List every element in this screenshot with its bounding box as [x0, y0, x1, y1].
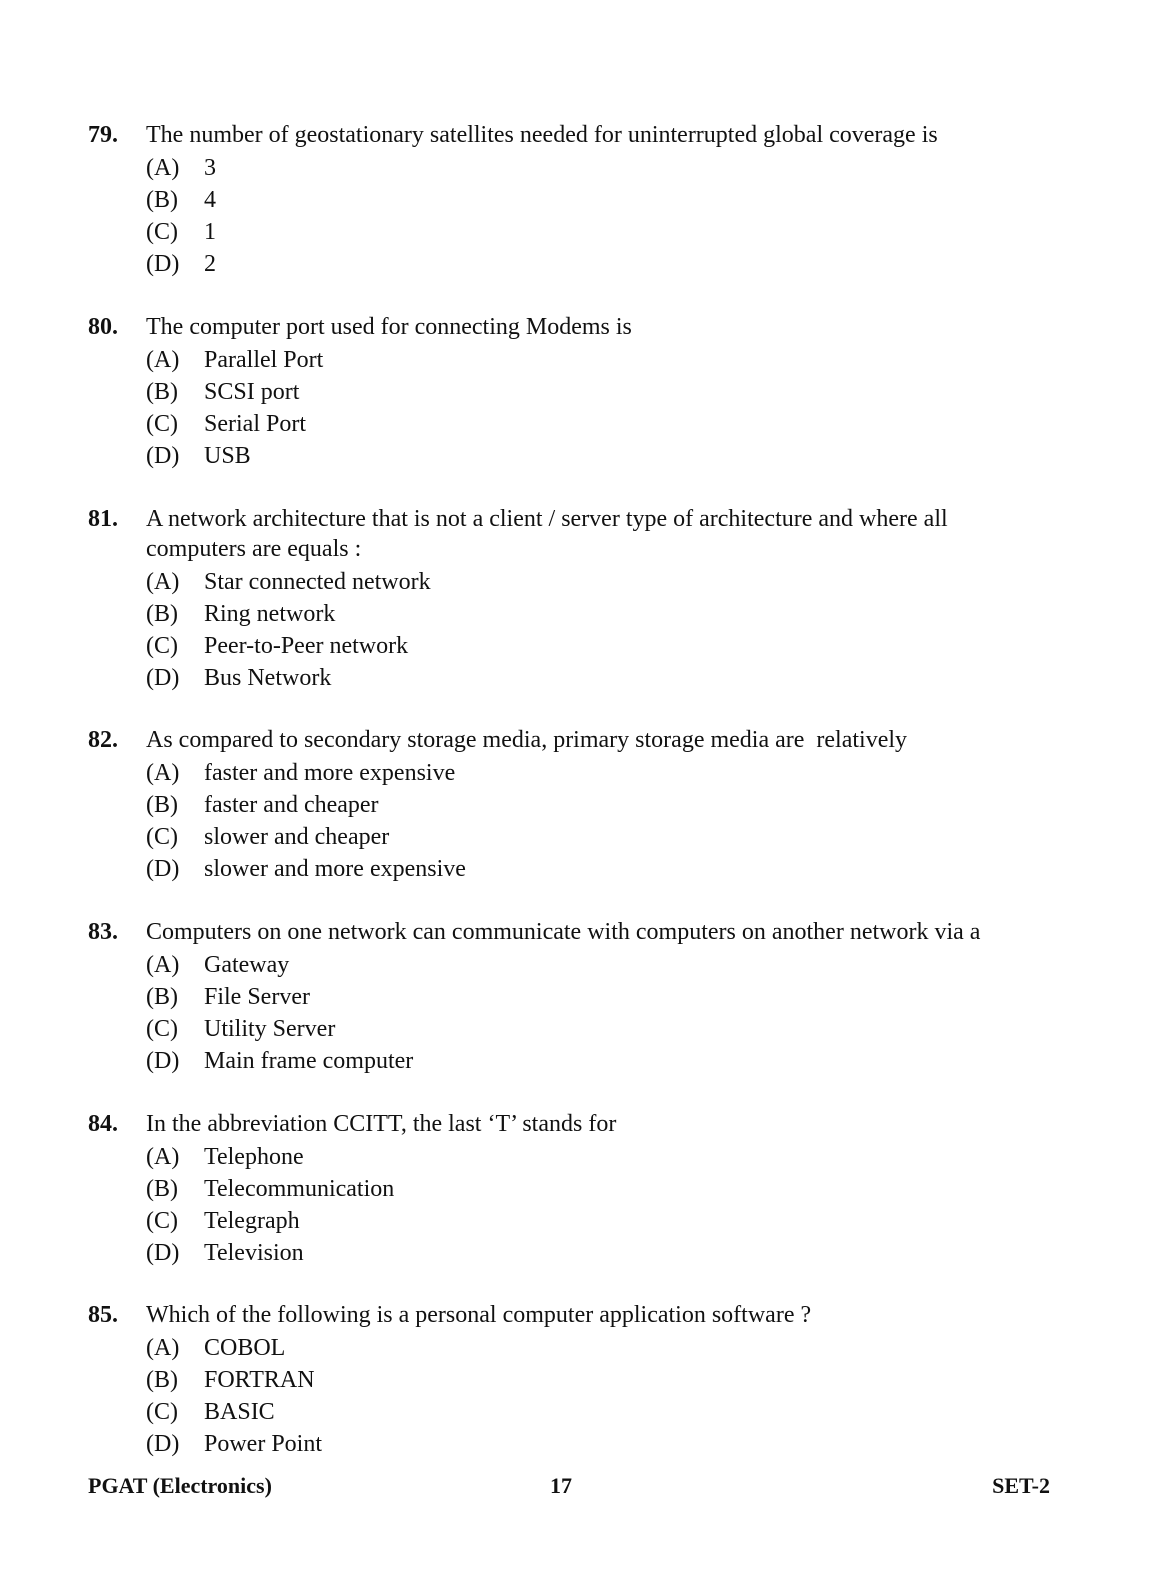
option-label: (C) — [146, 1016, 178, 1042]
question-84 — [88, 1109, 1048, 1269]
option-c — [146, 630, 1048, 662]
option-label: (B) — [146, 601, 178, 627]
question-number: 80. — [88, 314, 118, 340]
option-b — [146, 1173, 1048, 1205]
option-b — [146, 981, 1048, 1013]
option-text: USB — [204, 443, 251, 469]
option-c — [146, 1205, 1048, 1237]
option-label: (B) — [146, 1367, 178, 1393]
option-text: 3 — [204, 155, 216, 181]
option-label: (D) — [146, 856, 180, 882]
option-label: (A) — [146, 952, 180, 978]
question-81 — [88, 504, 1048, 694]
option-text: Gateway — [204, 952, 290, 978]
option-text: Serial Port — [204, 411, 306, 437]
option-text: 4 — [204, 187, 216, 213]
exam-title: PGAT (Electronics) — [88, 1473, 272, 1498]
question-text: Computers on one network can communicate with computers on another network via a — [146, 919, 981, 945]
option-label: (A) — [146, 569, 180, 595]
option-label: (B) — [146, 984, 178, 1010]
option-text: Telecommunication — [204, 1176, 395, 1202]
option-text: Star connected network — [204, 569, 431, 595]
option-label: (A) — [146, 155, 180, 181]
option-d — [146, 1237, 1048, 1269]
question-number: 79. — [88, 122, 118, 148]
option-label: (A) — [146, 347, 180, 373]
option-b — [146, 376, 1048, 408]
option-text: COBOL — [204, 1335, 286, 1361]
option-text: Ring network — [204, 601, 336, 627]
option-list — [146, 566, 1048, 694]
option-text: Main frame computer — [204, 1048, 414, 1074]
option-c — [146, 1396, 1048, 1428]
option-text: SCSI port — [204, 379, 300, 405]
question-number: 84. — [88, 1111, 118, 1137]
option-list — [146, 757, 1048, 885]
option-d — [146, 1428, 1048, 1460]
option-a — [146, 566, 1048, 598]
option-d — [146, 1045, 1048, 1077]
option-text: slower and more expensive — [204, 856, 466, 882]
option-label: (C) — [146, 633, 178, 659]
option-a — [146, 949, 1048, 981]
option-b — [146, 184, 1048, 216]
page-number: 17 — [550, 1473, 572, 1498]
option-d — [146, 440, 1048, 472]
option-text: Peer-to-Peer network — [204, 633, 409, 659]
option-text: Power Point — [204, 1431, 323, 1457]
option-text: faster and cheaper — [204, 792, 379, 818]
option-text: Utility Server — [204, 1016, 336, 1042]
question-79 — [88, 120, 1048, 280]
option-label: (A) — [146, 1335, 180, 1361]
option-text: FORTRAN — [204, 1367, 315, 1393]
option-label: (B) — [146, 187, 178, 213]
option-b — [146, 789, 1048, 821]
option-label: (A) — [146, 760, 180, 786]
set-label: SET-2 — [992, 1473, 1050, 1498]
question-number: 85. — [88, 1302, 118, 1328]
option-label: (D) — [146, 443, 180, 469]
option-label: (C) — [146, 824, 178, 850]
option-text: 1 — [204, 219, 216, 245]
option-a — [146, 1141, 1048, 1173]
question-text: In the abbreviation CCITT, the last ‘T’ stands for — [146, 1111, 617, 1137]
option-d — [146, 662, 1048, 694]
option-text: faster and more expensive — [204, 760, 456, 786]
question-83 — [88, 917, 1048, 1077]
option-label: (B) — [146, 379, 178, 405]
question-number: 81. — [88, 506, 118, 532]
option-c — [146, 821, 1048, 853]
option-c — [146, 408, 1048, 440]
question-number: 83. — [88, 919, 118, 945]
option-b — [146, 598, 1048, 630]
question-text: A network architecture that is not a client / server type of architecture and where all computers are equals : — [146, 506, 948, 562]
option-text: Telegraph — [204, 1208, 300, 1234]
question-82 — [88, 725, 1048, 885]
option-label: (D) — [146, 251, 180, 277]
option-text: Telephone — [204, 1144, 304, 1170]
option-d — [146, 248, 1048, 280]
option-list — [146, 949, 1048, 1077]
option-label: (D) — [146, 1431, 180, 1457]
option-label: (D) — [146, 665, 180, 691]
option-text: BASIC — [204, 1399, 275, 1425]
option-label: (A) — [146, 1144, 180, 1170]
option-text: Bus Network — [204, 665, 332, 691]
option-label: (C) — [146, 1208, 178, 1234]
option-label: (C) — [146, 411, 178, 437]
option-list — [146, 152, 1048, 280]
option-label: (D) — [146, 1240, 180, 1266]
page-footer — [88, 1470, 1050, 1502]
option-text: File Server — [204, 984, 310, 1010]
option-label: (D) — [146, 1048, 180, 1074]
option-label: (B) — [146, 792, 178, 818]
option-c — [146, 216, 1048, 248]
option-a — [146, 1332, 1048, 1364]
option-label: (B) — [146, 1176, 178, 1202]
option-label: (C) — [146, 219, 178, 245]
question-text: Which of the following is a personal computer application software ? — [146, 1302, 812, 1328]
option-b — [146, 1364, 1048, 1396]
question-text: As compared to secondary storage media, primary storage media are relatively — [146, 727, 908, 753]
option-text: Parallel Port — [204, 347, 324, 373]
question-number: 82. — [88, 727, 118, 753]
question-text: The number of geostationary satellites needed for uninterrupted global coverage is — [146, 122, 938, 148]
option-text: 2 — [204, 251, 216, 277]
option-c — [146, 1013, 1048, 1045]
option-list — [146, 344, 1048, 472]
option-d — [146, 853, 1048, 885]
option-label: (C) — [146, 1399, 178, 1425]
question-85 — [88, 1300, 1048, 1460]
option-text: Television — [204, 1240, 304, 1266]
question-80 — [88, 312, 1048, 472]
question-text: The computer port used for connecting Modems is — [146, 314, 632, 340]
option-text: slower and cheaper — [204, 824, 390, 850]
option-a — [146, 757, 1048, 789]
option-a — [146, 344, 1048, 376]
option-list — [146, 1332, 1048, 1460]
option-list — [146, 1141, 1048, 1269]
option-a — [146, 152, 1048, 184]
